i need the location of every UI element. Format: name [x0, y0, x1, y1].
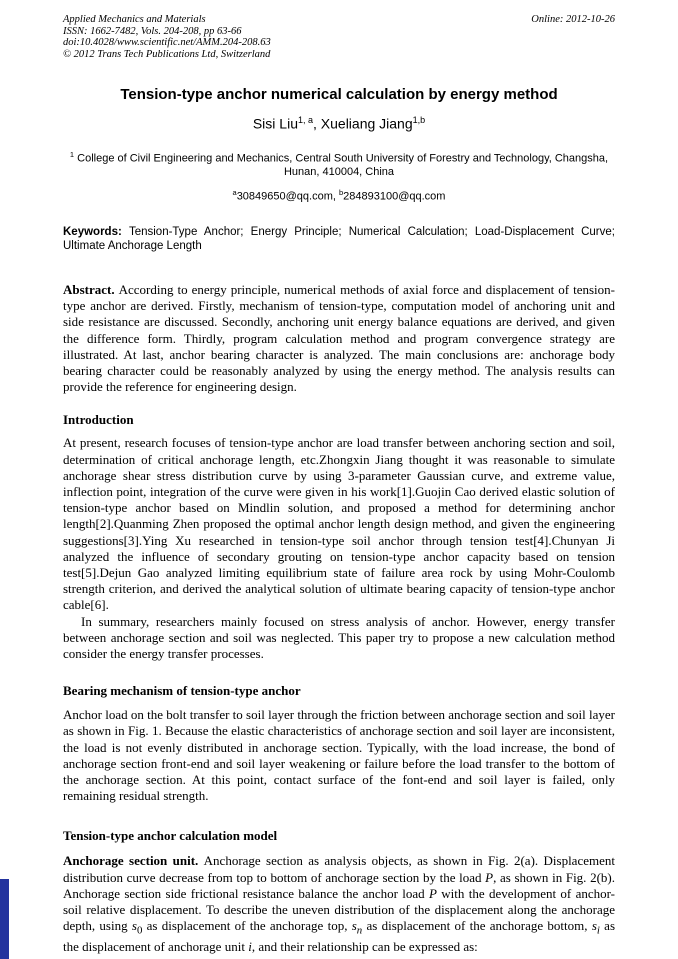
scan-edge-artifact	[0, 879, 9, 959]
introduction-paragraph-2: In summary, researchers mainly focused on stress analysis of anchor. However, energy transfer between anchorage section and soil was neglected. This paper try to propose a new calculation method consider the energy transfer processes.	[63, 613, 615, 662]
abstract-paragraph: Abstract. According to energy principle, numerical methods of axial force and displacement of tension-type anchor are derived. Firstly, mechanism of tension-type, computation model of anchoring unit and side resistance are discussed. Secondly, anchoring unit energy balance equations are derived, and given the difference form. Thirdly, program calculation method and program convergence strategy are illustrated. At last, anchor bearing character is analyzed. The main conclusions are: anchorage body bearing character could be reasonably analyzed by using the energy method. The analysis results can provide the reference for engineering design.	[63, 281, 615, 395]
introduction-paragraph-1: At present, research focuses of tension-type anchor are load transfer between anchoring section and soil, determination of critical anchorage length, etc.Zhongxin Jiang thought it was reasonable to simulate anchorage shear stress distribution curve by using 3-parameter Gaussian curve, and extreme value, inflection point, integration of the curve were given in his work[1].Guojin Cao derived elastic solution of tension-type anchor based on Mindlin solution, and proposed a method for determining anchor length[2].Quanming Zhen proposed the optimal anchor length design method, and given the engineering suggestions[3].Ying Xu researched in tension-type soil anchor through tension test[4].Chunyan Ji analyzed the influence of secondary grouting on tension-type anchor capacity based on tension test[5].Dejun Gao analyzed limiting equilibrium state of failure area rock by using Mohr-Coulomb strength criterion, and derived the analytical solution of ultimate bearing capacity of tension-type anchor cable[6].	[63, 435, 615, 613]
keywords-block: Keywords: Tension-Type Anchor; Energy Principle; Numerical Calculation; Load-Displacement Curve; Ultimate Anchorage Length	[63, 225, 615, 253]
section-heading-introduction: Introduction	[63, 412, 134, 428]
journal-info-block	[63, 14, 271, 60]
affiliation-line: $^1$ College of Civil Engineering and Mechanics, Central South University of Forestry and Technology, Changsha, Hunan, 410004, China	[69, 149, 609, 179]
journal-issn-line: ISSN: 1662-7482, Vols. 204-208, pp 63-66	[63, 25, 242, 37]
journal-copyright-line: © 2012 Trans Tech Publications Ltd, Switzerland	[63, 48, 271, 60]
journal-header	[63, 14, 615, 60]
author-emails: $^a$30849650@qq.com, $^b$284893100@qq.com	[232, 188, 446, 203]
journal-name: Applied Mechanics and Materials	[63, 14, 206, 25]
authors-line: Sisi Liu$^{1, a}$, Xueliang Jiang$^{1,b}$	[252, 115, 426, 132]
calculation-model-paragraph: Anchorage section unit. Anchorage section as analysis objects, as shown in Fig. 2(a). Displacement distribution curve decrease from top to bottom of anchorage section by the load P, as shown in Fig. 2(b). Anchorage section side frictional resistance balance the anchor load P with the development of anchor-soil relative displacement. To describe the uneven distribution of the displacement along the anchorage depth, using $s_0$ as displacement of the anchorage top, $s_n$ as displacement of the anchorage bottom, $s_i$ as the displacement of anchorage unit i, and their relationship can be expressed as:	[63, 853, 616, 955]
section-heading-bearing-mechanism: Bearing mechanism of tension-type anchor	[63, 683, 301, 699]
journal-doi-line: doi:10.4028/www.scientific.net/AMM.204-208.63	[63, 37, 271, 48]
bearing-mechanism-paragraph: Anchor load on the bolt transfer to soil layer through the friction between anchorage section and soil layer as shown in Fig. 1. Because the elastic characteristics of anchorage section and soil layer are inconsistent, the load is not evenly distributed in anchorage section. Typically, with the load increase, the bond of anchorage section front-end and soil layer weakening or failure before the load transfer to the bottom of the anchorage section. At this point, contact surface of the font-end and soil layer is failed, only remaining residual strength.	[63, 707, 615, 804]
paper-title: Tension-type anchor numerical calculation by energy method	[120, 86, 558, 103]
section-heading-calculation-model: Tension-type anchor calculation model	[63, 828, 278, 844]
online-date: Online: 2012-10-26	[531, 14, 615, 25]
